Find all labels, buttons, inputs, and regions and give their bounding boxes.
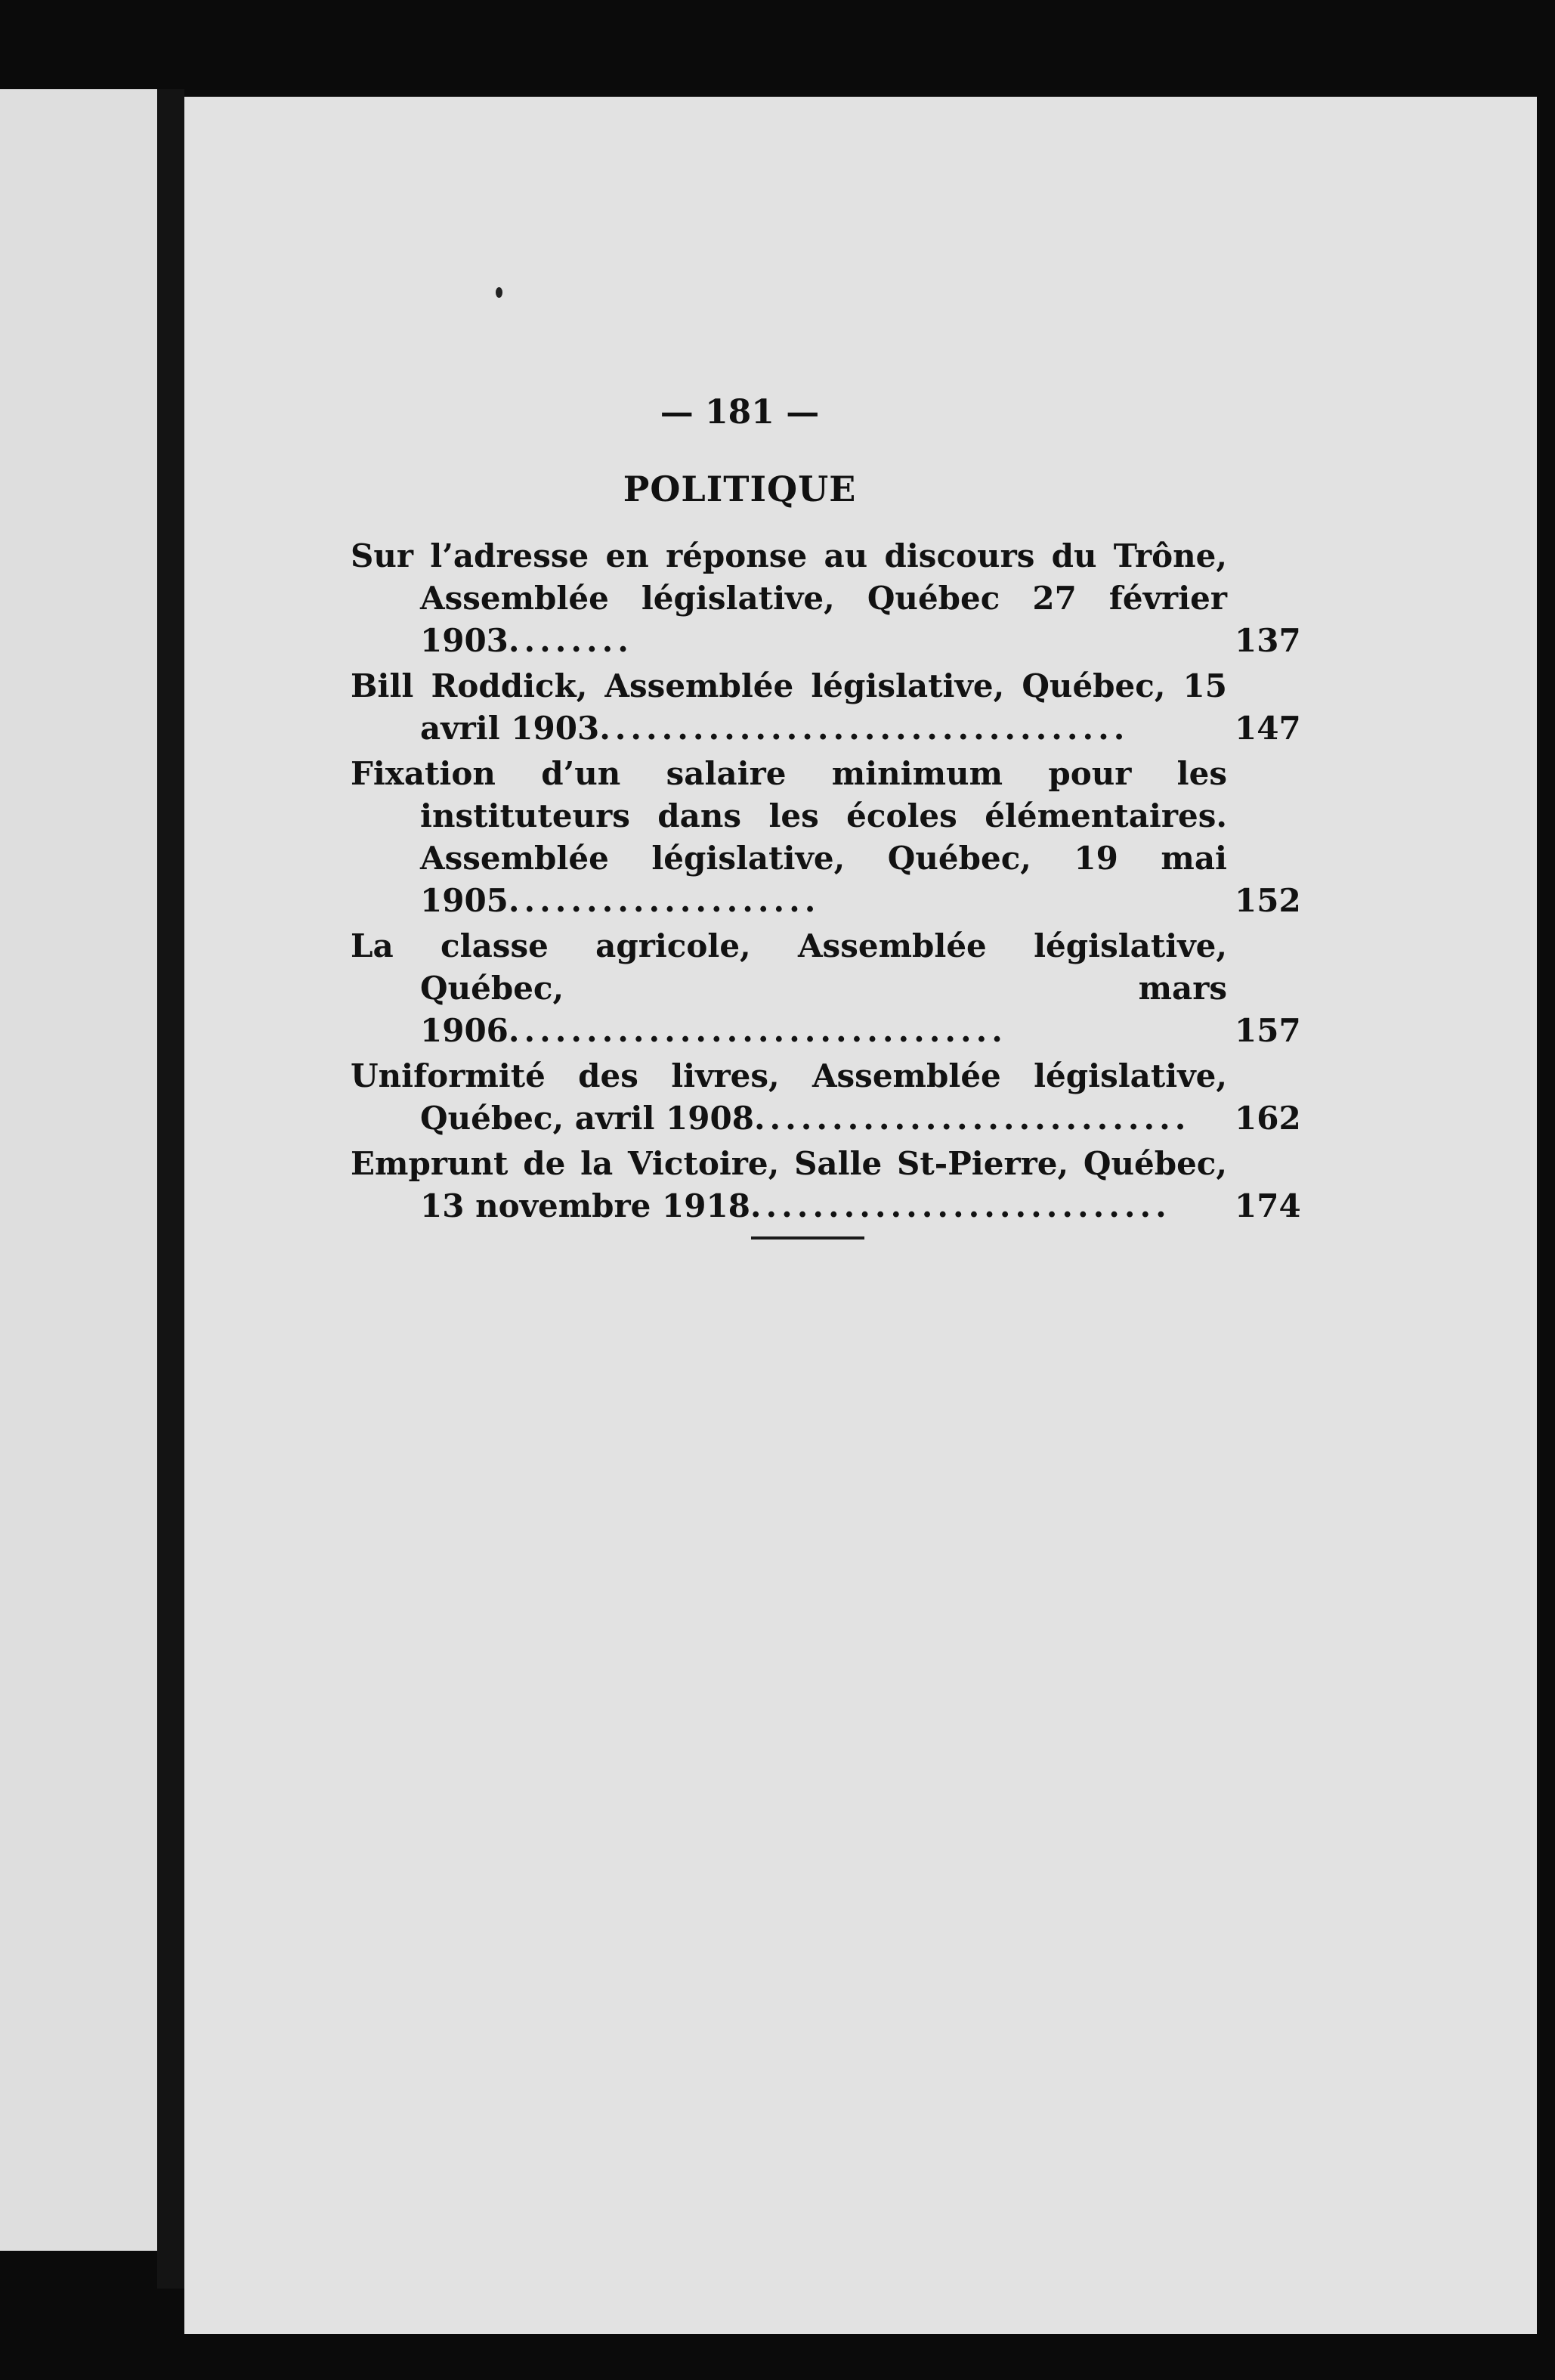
toc-entry [351,1055,1301,1140]
toc-entry-page: 152 [1235,882,1301,919]
dot-leader: ........ [508,622,633,659]
toc-entry [351,925,1301,1052]
ink-speck [496,287,502,298]
dot-leader: .................... [508,882,821,919]
toc-entry-title: Bill Roddick, Assemblée législative, Québec, 15 avril 1903 [351,667,1227,747]
page-number: — 181 — [660,393,820,432]
book-page [184,97,1537,2334]
section-end-rule [751,1236,864,1240]
toc-entry [351,665,1301,750]
toc-entry [351,753,1301,922]
toc-entry [351,535,1301,662]
dot-leader: .................................. [599,710,1130,747]
dot-leader: ............................ [753,1100,1191,1137]
toc-entry-title: Emprunt de la Victoire, Salle St-Pierre, Québec, 13 novembre 1918 [351,1145,1227,1224]
toc-entry-page: 174 [1235,1187,1301,1224]
toc-entry [351,1143,1301,1227]
table-of-contents [351,535,1301,1230]
toc-entry-title: Fixation d’un salaire minimum pour les instituteurs dans les écoles élémentaires. Assemblée législative, Québec, 19 mai 1905 [351,755,1227,919]
toc-entry-title: Sur l’adresse en réponse au discours du Trône, Assemblée législative, Québec 27 février 1903 [351,537,1227,659]
toc-entry-page: 147 [1235,710,1301,747]
toc-entry-page: 162 [1235,1100,1301,1137]
toc-entry-page: 137 [1235,622,1301,659]
toc-entry-title: La classe agricole, Assemblée législative, Québec, mars 1906 [351,927,1227,1049]
dot-leader: ........................... [750,1187,1171,1224]
dot-leader: ................................ [508,1012,1007,1049]
toc-entry-page: 157 [1235,1012,1301,1049]
section-title: POLITIQUE [623,469,857,509]
toc-entry-title: Uniformité des livres, Assemblée législative, Québec, avril 1908 [351,1057,1227,1137]
